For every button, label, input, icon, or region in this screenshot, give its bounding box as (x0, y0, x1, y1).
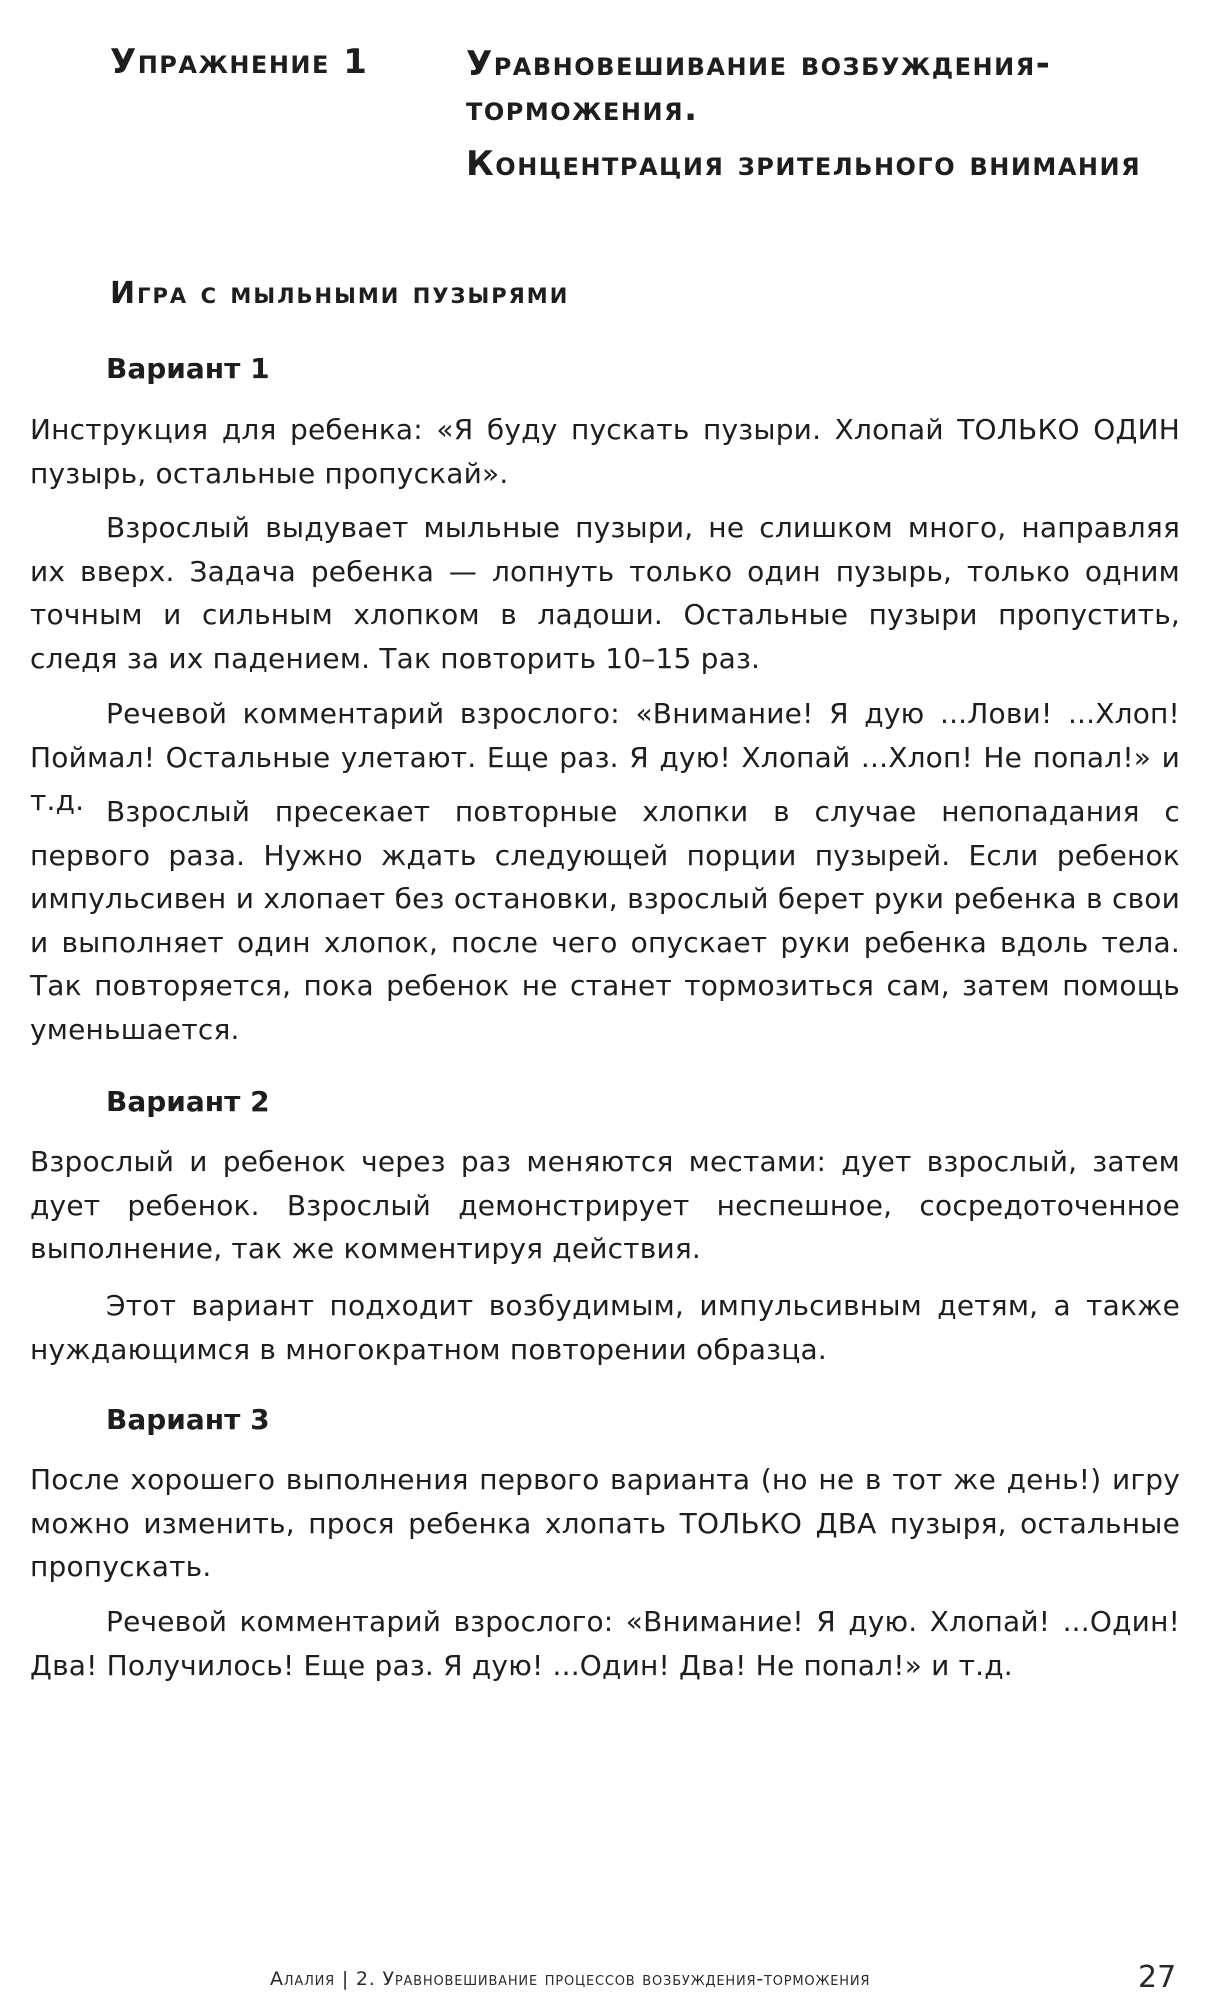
variant3-paragraph-2: Речевой комментарий взрослого: «Внимание! Я дую. Хлопай! ...Один! Два! Получилось! Еще раз. Я дую! ...Один! Два! Не попал!» и т.д. (30, 1605, 1180, 1682)
variant2-label: Вариант 2 (106, 1085, 270, 1118)
game-title: Игра с мыльными пузырями (110, 276, 570, 311)
variant2-paragraph-2: Этот вариант подходит возбудимым, импульсивным детям, а также нуждающимся в многократном повторении образца. (30, 1289, 1180, 1366)
exercise-title-line2: Концентрация зрительного внимания (466, 144, 1142, 184)
variant1-paragraph-1: Инструкция для ребенка: «Я буду пускать пузыри. Хлопай ТОЛЬКО ОДИН пузырь, остальные пропускай». (30, 413, 1180, 490)
exercise-title-block (466, 42, 1166, 197)
variant2-paragraph-1: Взрослый и ребенок через раз меняются местами: дует взрослый, затем дует ребенок. Взрослый демонстрирует неспешное, сосредоточенное выполнение, так же комментируя действия. (30, 1145, 1180, 1265)
variant1-label: Вариант 1 (106, 352, 270, 385)
exercise-label: Упражнение 1 (110, 42, 369, 82)
variant3-paragraph-1: После хорошего выполнения первого варианта (но не в тот же день!) игру можно изменить, прося ребенка хлопать ТОЛЬКО ДВА пузыря, остальные пропускать. (30, 1463, 1180, 1583)
variant1-paragraph-3: Речевой комментарий взрослого: «Внимание! Я дую ...Лови! ...Хлоп! Поймал! Остальные улетают. Еще раз. Я дую! Хлопай ...Хлоп! Не попал!» и т.д. (30, 697, 1180, 817)
variant1-paragraph-4: Взрослый пресекает повторные хлопки в случае непопадания с первого раза. Нужно ждать следующей порции пузырей. Если ребенок импульсивен и хлопает без остановки, взрослый берет руки ребенка в свои и выполняет один хлопок, после чего опускает руки ребенка вдоль тела. Так повторяется, пока ребенок не станет тормозиться сам, затем помощь уменьшается. (30, 795, 1180, 1046)
page-number: 27 (1138, 1960, 1177, 1995)
running-footer: Алалия | 2. Уравновешивание процессов возбуждения-торможения (270, 1968, 871, 1990)
variant1-paragraph-2: Взрослый выдувает мыльные пузыри, не слишком много, направляя их вверх. Задача ребенка — лопнуть только один пузырь, только одним точным и сильным хлопком в ладоши. Остальные пузыри пропустить, следя за их падением. Так повторить 10–15 раз. (30, 511, 1180, 675)
variant3-label: Вариант 3 (106, 1403, 270, 1436)
exercise-title-line1: Уравновешивание возбуждения-торможения. (466, 44, 1052, 129)
